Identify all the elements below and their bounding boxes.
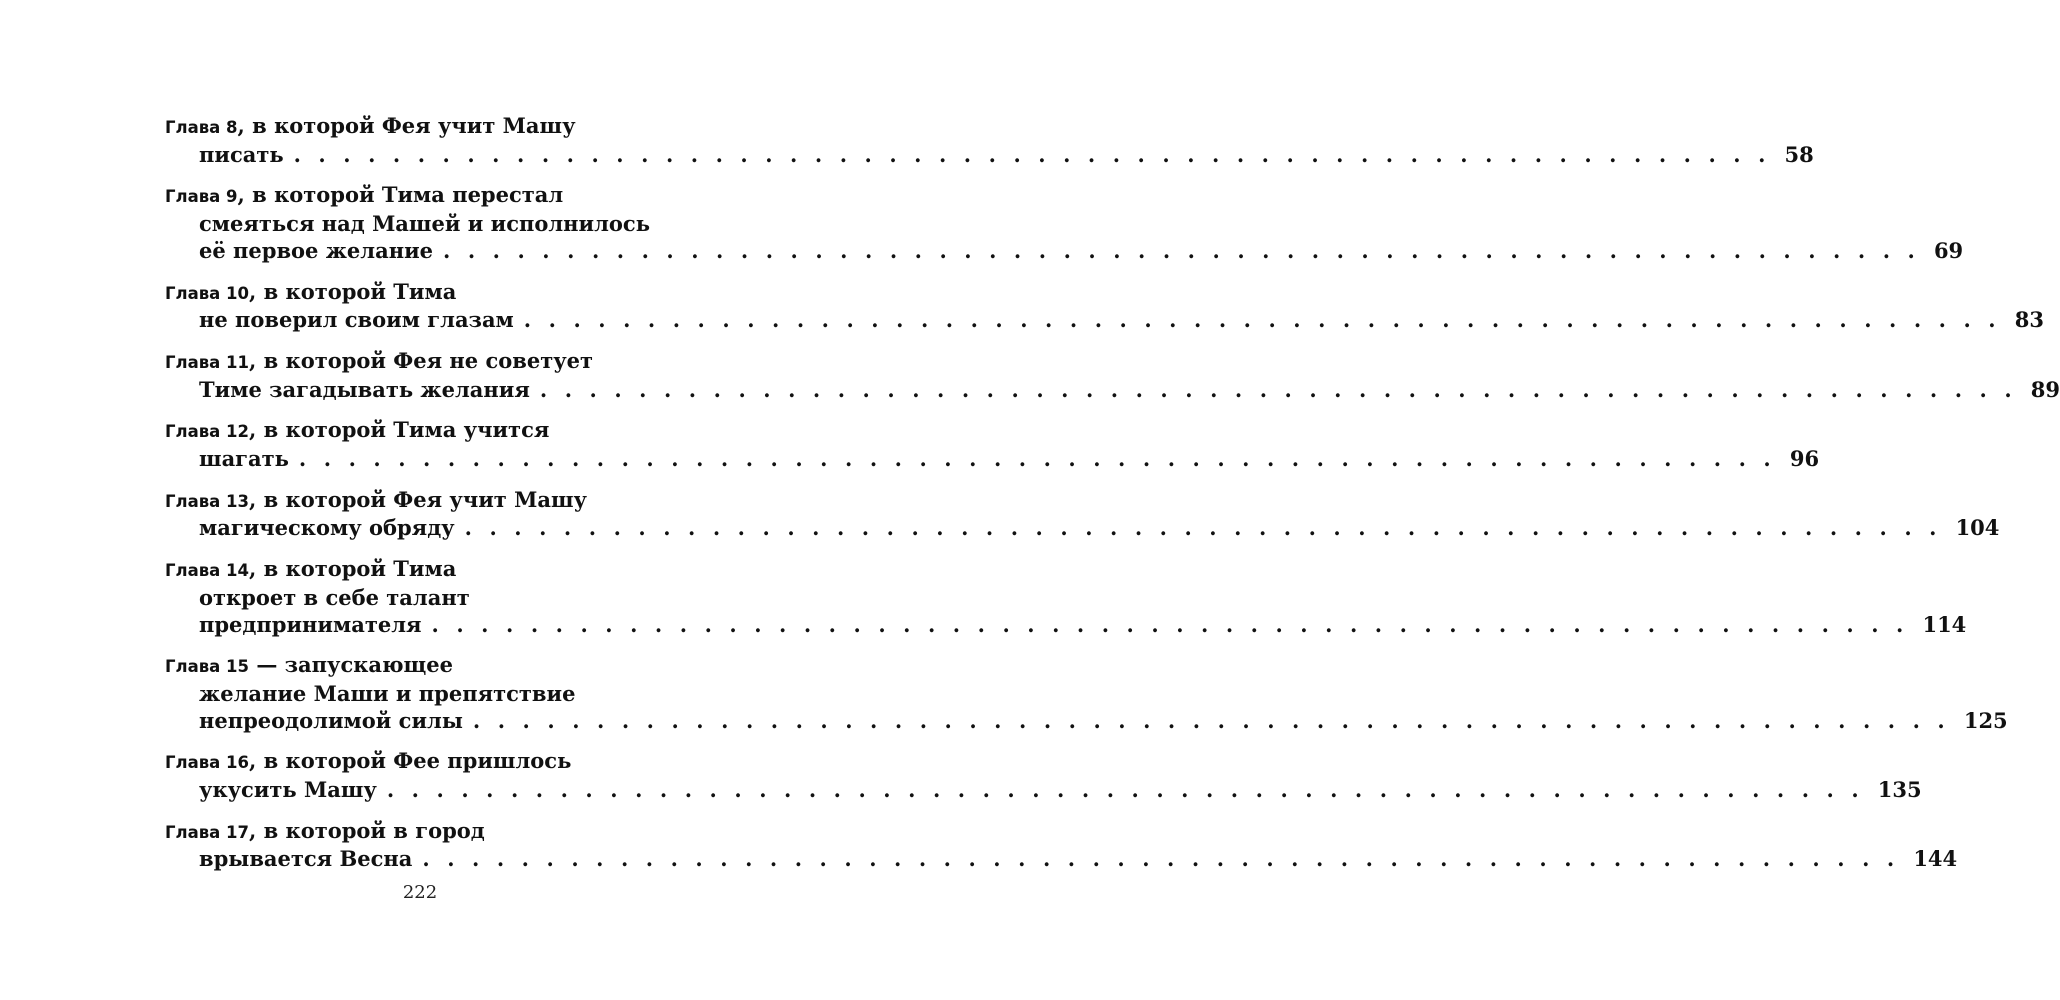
chapter-label: Глава 11 — [165, 352, 250, 372]
chapter-page-number: 104 — [1955, 515, 2000, 541]
leader-dots: . . . . . . . . . . . . . . . . . . . . . . . . . . . . . . . . . . . . . . . . . . . . . . . . . . . . . . . . . . . . — [464, 515, 1942, 541]
toc-entry-last-line — [165, 846, 1958, 873]
toc-entry-first-line — [165, 487, 685, 516]
toc-entry — [165, 652, 2008, 734]
toc-entry-last-line — [165, 141, 1814, 169]
chapter-label: Глава 13 — [165, 491, 250, 511]
toc-entry-last-line — [165, 446, 1820, 473]
chapter-page-number: 125 — [1963, 707, 2008, 733]
chapter-title-text: , в которой Тима учится — [249, 417, 550, 443]
chapter-title-text: , в которой Тима перестал — [237, 182, 564, 208]
toc-entry — [165, 113, 1814, 168]
toc-entry-first-line — [165, 279, 685, 308]
toc-entry — [165, 556, 1967, 638]
chapter-label: Глава 9 — [165, 187, 238, 207]
toc-entry-last-line — [165, 237, 1964, 265]
toc-entry-first-line — [165, 556, 685, 585]
toc-entry — [165, 182, 1964, 264]
chapter-title-text: , в которой Фея не советует — [249, 347, 594, 373]
toc-entry-last-line — [165, 707, 2008, 735]
chapter-title-end: Тиме загадывать желания — [199, 376, 530, 402]
chapter-title-text: , в которой в город — [249, 817, 485, 843]
toc-entry — [165, 417, 1820, 472]
chapter-title-end: шагать — [199, 446, 289, 472]
chapter-title-text: — запускающее — [249, 652, 453, 678]
chapter-title-continuation: желание Маши и препятствие — [199, 680, 576, 706]
chapter-label: Глава 16 — [165, 753, 250, 773]
chapter-label: Глава 17 — [165, 822, 250, 842]
toc-entry — [165, 347, 2060, 403]
toc-entry-first-line — [165, 417, 685, 446]
toc-entry-last-line — [165, 376, 2060, 404]
toc-entry — [165, 748, 1922, 803]
chapter-label: Глава 15 — [165, 657, 250, 677]
toc-entry — [165, 486, 2000, 542]
toc-entry-first-line — [165, 348, 685, 377]
chapter-label: Глава 8 — [165, 118, 238, 137]
chapter-title-text: , в которой Фея учит Машу — [237, 113, 576, 138]
chapter-title-end: врывается Весна — [199, 846, 413, 872]
leader-dots: . . . . . . . . . . . . . . . . . . . . . . . . . . . . . . . . . . . . . . . . . . . . . . . . . . . . . . . . . . . . — [298, 446, 1776, 472]
chapter-title-end: непреодолимой силы — [199, 707, 463, 733]
toc-entry — [165, 278, 2044, 334]
toc-entry-last-line — [165, 611, 1967, 639]
chapter-label: Глава 12 — [165, 422, 250, 442]
toc-entry-last-line — [165, 777, 1922, 804]
chapter-title-text: , в которой Фее пришлось — [249, 748, 572, 774]
chapter-title-end: её первое желание — [199, 237, 434, 263]
leader-dots: . . . . . . . . . . . . . . . . . . . . . . . . . . . . . . . . . . . . . . . . . . . . . . . . . . . . . . . . . . . . — [422, 846, 1900, 872]
toc-entry-last-line — [165, 515, 2000, 542]
chapter-title-end: предпринимателя — [199, 611, 422, 637]
chapter-title-continuation: откроет в себе талант — [199, 584, 470, 610]
chapter-page-number: 89 — [2030, 376, 2060, 402]
toc-entry-last-line — [165, 307, 2044, 334]
leader-dots: . . . . . . . . . . . . . . . . . . . . . . . . . . . . . . . . . . . . . . . . . . . . . . . . . . . . . . . . . . . . — [293, 141, 1771, 167]
page-number: 222 — [402, 882, 438, 903]
chapter-page-number: 58 — [1784, 141, 1814, 167]
chapter-page-number: 135 — [1877, 777, 1922, 803]
chapter-title-end: не поверил своим глазам — [199, 307, 514, 333]
chapter-title-text: , в которой Фея учит Машу — [249, 486, 587, 512]
chapter-title-end: укусить Машу — [199, 777, 377, 803]
chapter-label: Глава 14 — [165, 561, 250, 581]
leader-dots: . . . . . . . . . . . . . . . . . . . . . . . . . . . . . . . . . . . . . . . . . . . . . . . . . . . . . . . . . . . . — [386, 777, 1864, 803]
toc-entry-first-line — [165, 748, 685, 777]
leader-dots: . . . . . . . . . . . . . . . . . . . . . . . . . . . . . . . . . . . . . . . . . . . . . . . . . . . . . . . . . . . . — [539, 376, 2017, 402]
chapter-title-end: магическому обряду — [199, 515, 455, 541]
toc-entry-first-line — [165, 652, 685, 681]
chapter-title-text: , в которой Тима — [249, 556, 457, 582]
chapter-title-text: , в которой Тима — [249, 278, 457, 304]
leader-dots: . . . . . . . . . . . . . . . . . . . . . . . . . . . . . . . . . . . . . . . . . . . . . . . . . . . . . . . . . . . . — [431, 611, 1909, 637]
chapter-title-end: писать — [199, 141, 284, 167]
chapter-page-number: 83 — [2014, 307, 2044, 333]
chapter-page-number: 69 — [1933, 237, 1964, 263]
toc-entry-first-line — [165, 818, 685, 847]
leader-dots: . . . . . . . . . . . . . . . . . . . . . . . . . . . . . . . . . . . . . . . . . . . . . . . . . . . . . . . . . . . . — [443, 237, 1920, 263]
toc-entry-first-line — [165, 113, 685, 142]
chapter-title-continuation: смеяться над Машей и исполнилось — [199, 211, 650, 237]
leader-dots: . . . . . . . . . . . . . . . . . . . . . . . . . . . . . . . . . . . . . . . . . . . . . . . . . . . . . . . . . . . . — [523, 307, 2001, 333]
chapter-page-number: 114 — [1922, 611, 1967, 637]
chapter-page-number: 96 — [1789, 446, 1820, 472]
chapter-label: Глава 10 — [165, 283, 250, 303]
table-of-contents — [165, 113, 2060, 887]
chapter-page-number: 144 — [1913, 846, 1958, 872]
leader-dots: . . . . . . . . . . . . . . . . . . . . . . . . . . . . . . . . . . . . . . . . . . . . . . . . . . . . . . . . . . . . — [472, 707, 1950, 733]
toc-entry-first-line — [165, 182, 685, 211]
toc-entry — [165, 817, 1958, 873]
